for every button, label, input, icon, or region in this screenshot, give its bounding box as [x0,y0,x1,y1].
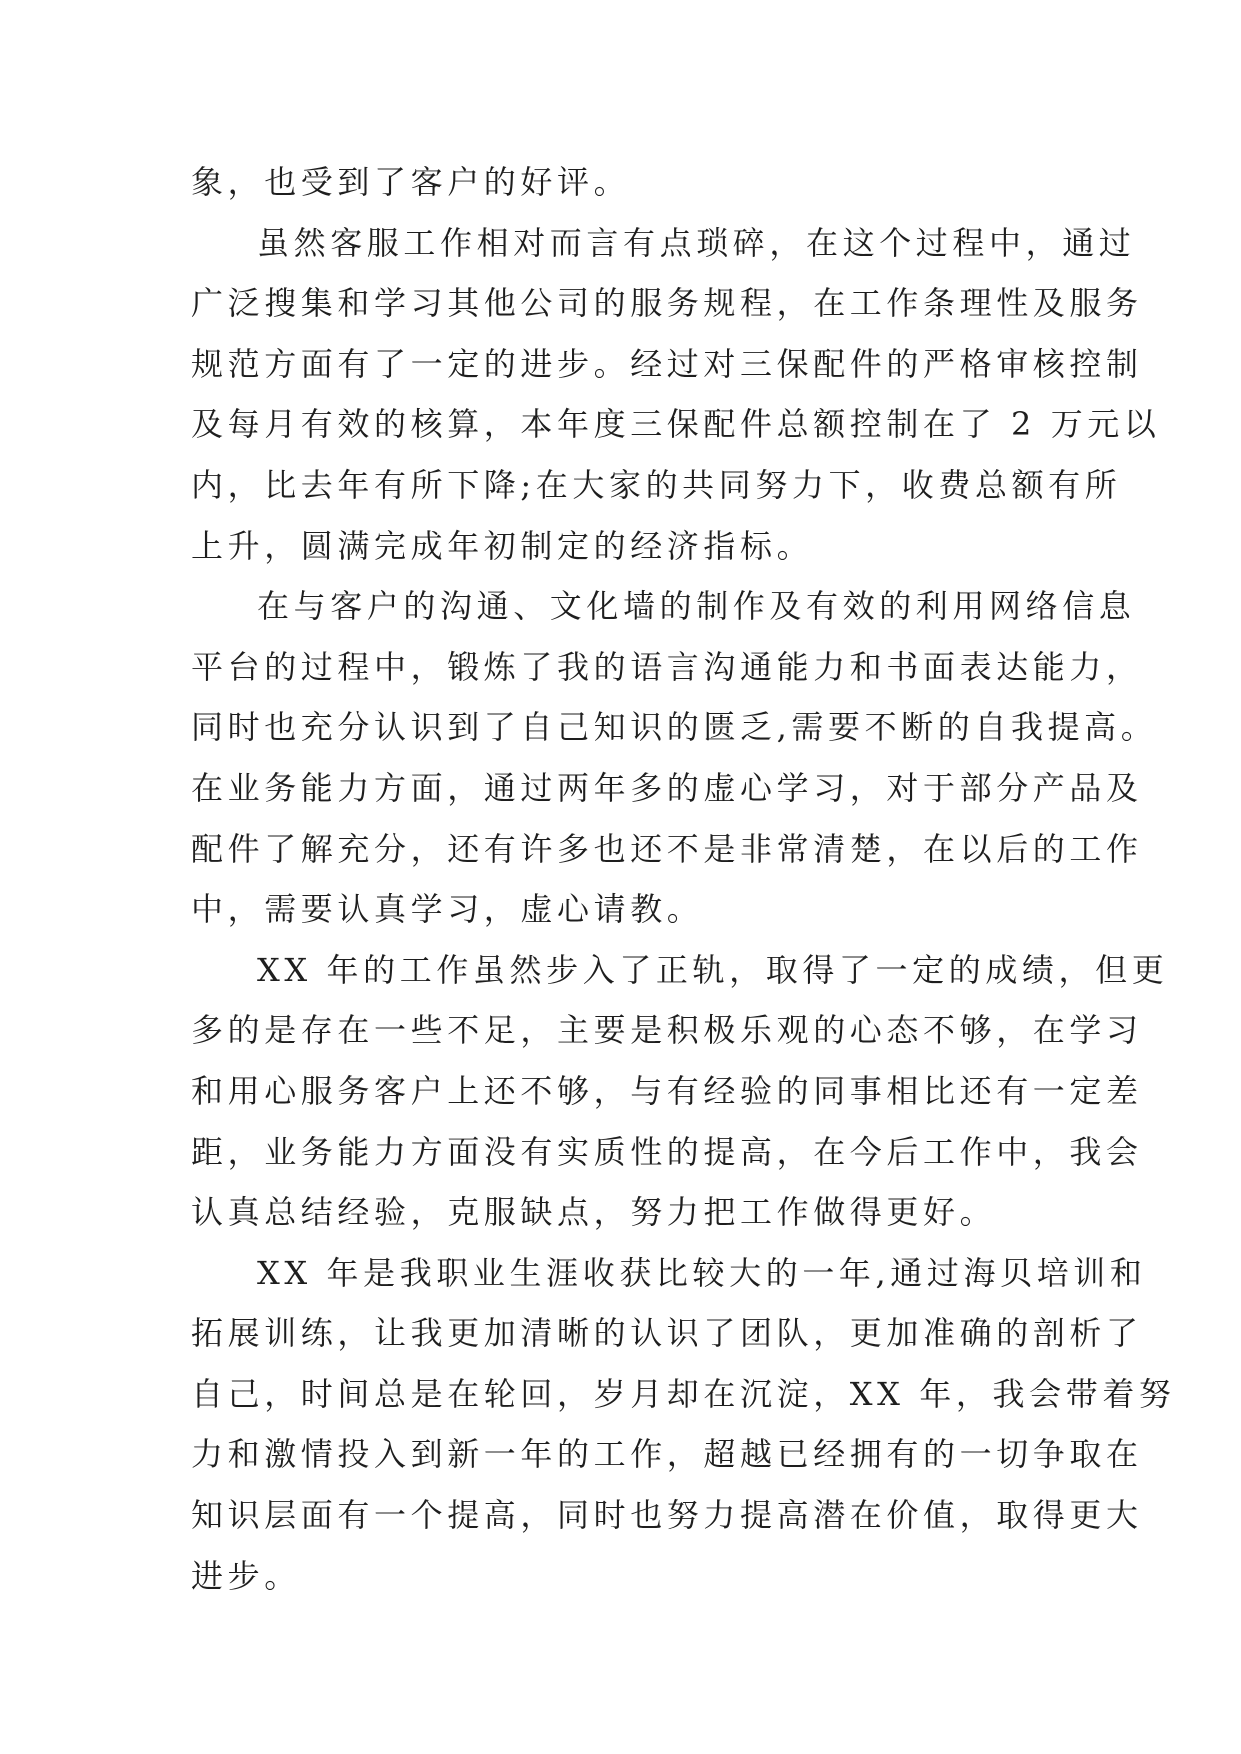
text-line: 多的是存在一些不足，主要是积极乐观的心态不够，在学习 [191,1011,1143,1050]
text-line: 同时也充分认识到了自己知识的匮乏,需要不断的自我提高。 [191,708,1158,747]
paragraph-first-line: XX 年的工作虽然步入了正轨，取得了一定的成绩，但更 [257,950,1169,989]
paragraph-first-line: 在与客户的沟通、文化墙的制作及有效的利用网络信息 [257,587,1136,626]
text-line: 在业务能力方面，通过两年多的虚心学习，对于部分产品及 [191,768,1143,807]
text-line: 内，比去年有所下降;在大家的共同努力下，收费总额有所 [191,465,1122,504]
text-line: 上升，圆满完成年初制定的经济指标。 [191,526,814,565]
paragraph-first-line: XX 年是我职业生涯收获比较大的一年,通过海贝培训和 [257,1253,1147,1292]
text-line: 规范方面有了一定的进步。经过对三保配件的严格审核控制 [191,344,1143,383]
text-line: 象，也受到了客户的好评。 [191,163,631,201]
text-line: 及每月有效的核算，本年度三保配件总额控制在了 2 万元以 [191,405,1161,444]
text-line: 和用心服务客户上还不够，与有经验的同事相比还有一定差 [191,1071,1143,1110]
text-line: 平台的过程中，锻炼了我的语言沟通能力和书面表达能力， [191,647,1143,686]
text-line: 认真总结经验，克服缺点，努力把工作做得更好。 [191,1193,997,1232]
text-line: 中，需要认真学习，虚心请教。 [191,890,704,929]
text-line: 知识层面有一个提高，同时也努力提高潜在价值，取得更大 [191,1496,1143,1535]
text-line: 广泛搜集和学习其他公司的服务规程，在工作条理性及服务 [191,284,1143,323]
text-line: 配件了解充分，还有许多也还不是非常清楚，在以后的工作 [191,829,1143,868]
text-line: 距，业务能力方面没有实质性的提高，在今后工作中，我会 [191,1132,1143,1171]
document-body [191,152,1176,1606]
text-line: 进步。 [191,1556,301,1595]
text-line: 拓展训练，让我更加清晰的认识了团队，更加准确的剖析了 [191,1314,1143,1353]
text-line: 力和激情投入到新一年的工作，超越已经拥有的一切争取在 [191,1435,1143,1474]
paragraph-first-line: 虽然客服工作相对而言有点琐碎，在这个过程中，通过 [257,223,1136,262]
text-line: 自己，时间总是在轮回，岁月却在沉淀，XX 年，我会带着努 [191,1374,1176,1413]
